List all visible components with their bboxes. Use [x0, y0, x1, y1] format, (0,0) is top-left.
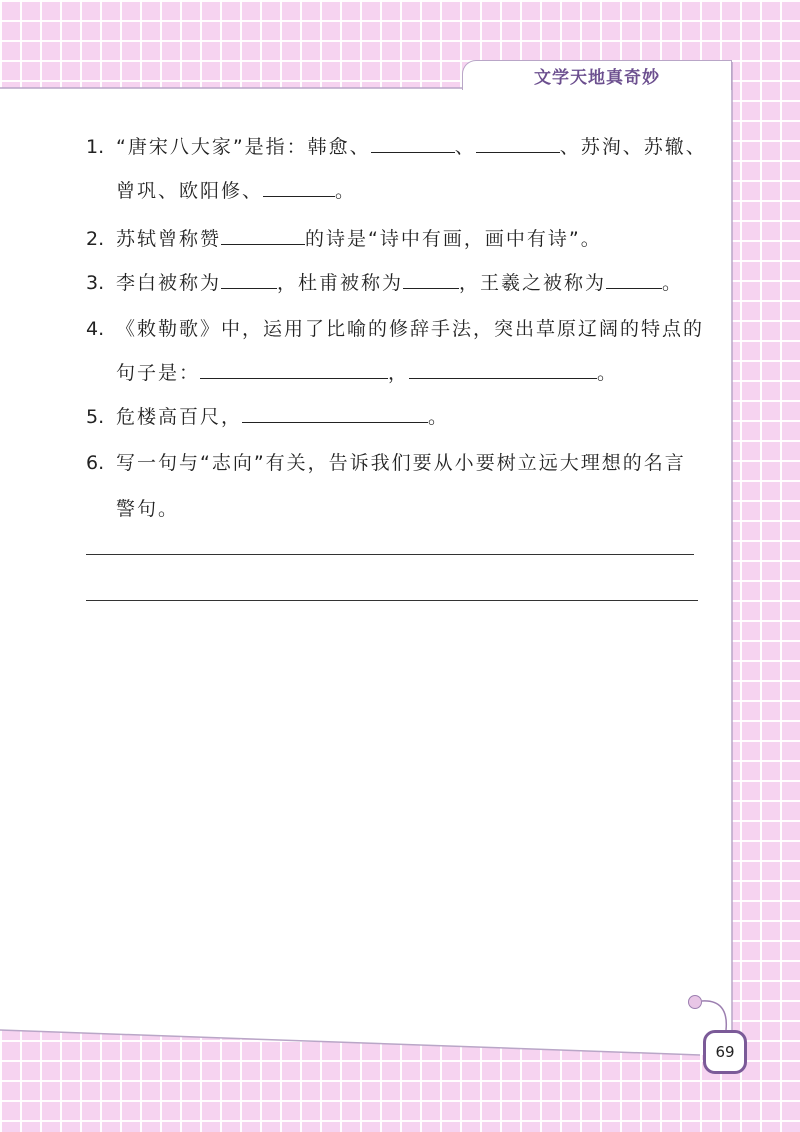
- question-4-cont: 句子是： ， 。: [116, 362, 619, 384]
- question-3: 3. 李白被称为 ，杜甫被称为 ，王羲之被称为 。: [86, 272, 684, 294]
- section-title: 文学天地真奇妙: [462, 60, 732, 90]
- page-number: 69: [703, 1030, 747, 1074]
- writing-line[interactable]: [86, 554, 694, 555]
- answer-blank[interactable]: [242, 404, 428, 423]
- question-number: 5.: [86, 406, 105, 428]
- question-6-cont: 警句。: [116, 498, 180, 520]
- answer-blank[interactable]: [403, 270, 459, 289]
- question-number: 4.: [86, 318, 105, 340]
- writing-line[interactable]: [86, 600, 698, 601]
- question-number: 3.: [86, 272, 105, 294]
- question-4: 4. 《敕勒歌》中，运用了比喻的修辞手法，突出草原辽阔的特点的: [86, 318, 705, 340]
- answer-blank[interactable]: [476, 134, 560, 153]
- question-1: 1. “唐宋八大家”是指：韩愈、 、 、苏洵、苏辙、: [86, 136, 707, 158]
- answer-blank[interactable]: [221, 226, 305, 245]
- answer-blank[interactable]: [200, 360, 388, 379]
- answer-blank[interactable]: [606, 270, 662, 289]
- decorative-dot: [688, 995, 702, 1009]
- question-6: 6. 写一句与“志向”有关，告诉我们要从小要树立远大理想的名言: [86, 452, 686, 474]
- question-number: 1.: [86, 136, 105, 158]
- answer-blank[interactable]: [371, 134, 455, 153]
- question-1-cont: 曾巩、欧阳修、 。: [116, 180, 357, 202]
- question-number: 2.: [86, 228, 105, 250]
- answer-blank[interactable]: [221, 270, 277, 289]
- answer-blank[interactable]: [409, 360, 597, 379]
- question-2: 2. 苏轼曾称赞 的诗是“诗中有画，画中有诗”。: [86, 228, 602, 250]
- question-number: 6.: [86, 452, 105, 474]
- answer-blank[interactable]: [263, 178, 335, 197]
- question-5: 5. 危楼高百尺， 。: [86, 406, 450, 428]
